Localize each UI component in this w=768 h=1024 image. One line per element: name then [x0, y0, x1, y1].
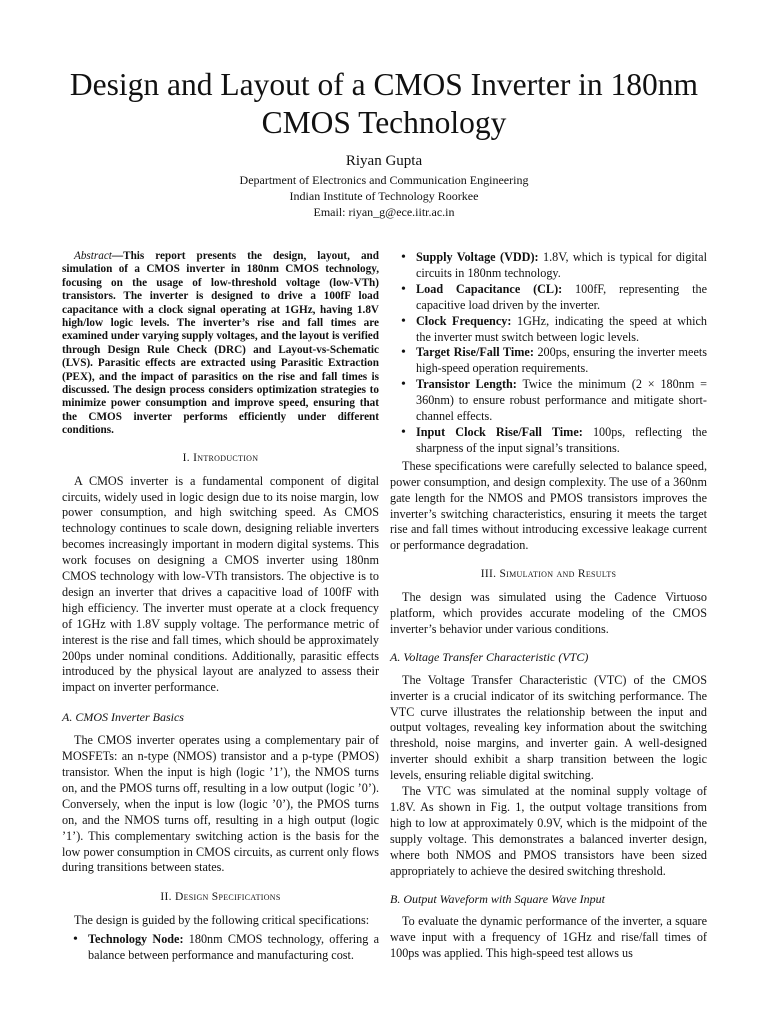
spec-term: Target Rise/Fall Time: [416, 345, 534, 360]
spec-item-target-rise-fall-time [390, 345, 707, 377]
spec-item-transistor-length [390, 377, 707, 425]
spec-item-technology-node [62, 932, 379, 964]
spec-desc: 1.8V, which is typical for digital circuits in 180nm technology. [416, 250, 707, 280]
abstract-label: Abstract [74, 250, 112, 262]
affiliation-institute: Indian Institute of Technology Roorkee [289, 189, 479, 203]
bullet-icon: • [401, 345, 406, 361]
bullet-icon: • [401, 250, 406, 265]
section-heading-design-specifications: II. Design Specifications [160, 891, 281, 904]
subsection-heading-vtc: A. Voltage Transfer Characteristic (VTC) [390, 649, 589, 664]
spec-term: Input Clock Rise/Fall Time: [416, 424, 583, 439]
spec-item-supply-voltage [390, 250, 707, 282]
bullet-icon: • [401, 281, 406, 297]
intro-paragraph: A CMOS inverter is a fundamental component of digital circuits, widely used in logic design due to its noise margin, low power consumption, and high switching speed. As CMOS technology continues to scale down, designing reliable inverters becomes increasingly important in modern digital systems. This work focuses on designing a CMOS inverter using 180nm CMOS technology with low-VTh transistors. The objective is to design an inverter that drives a capacitive load of 100fF with high efficiency. The inverter must operate at a clock frequency of 1GHz with 1.8V supply voltage. The performance metric of interest is the rise and fall times, which should be approximately 200ps under nominal conditions. Additionally, parasitic effects introduced by the physical layout are analyzed to assess their impact on inverter performance. [62, 473, 379, 695]
bullet-icon: • [401, 313, 406, 329]
abstract [62, 250, 379, 438]
spec-term: Transistor Length: [416, 377, 517, 392]
subsection-heading-output-waveform: B. Output Waveform with Square Wave Input [390, 891, 605, 906]
spec-desc: Twice the minimum (2 × 180nm = 360nm) to ensure robust performance and mitigate short-channel effects. [416, 377, 707, 424]
specs-intro-paragraph: The design is guided by the following critical specifications: [74, 913, 370, 928]
spec-term: Clock Frequency: [416, 313, 512, 328]
abstract-text: —This report presents the design, layout, and simulation of a CMOS inverter in 180nm CMOS technology, focusing on the usage of low-threshold voltage (low-VTh) transistors. The inverter is designed to drive a 100fF load capacitance with a clock signal operating at 1GHz, having 1.8V high/low logic levels. The inverter’s rise and fall times are examined under varying supply voltages, and the layout is verified through Design Rule Check (DRC) and Layout-vs-Schematic (LVS). Parasitic effects are extracted using Parasitic Extraction (PEX), and the impact of parasitics on the rise and fall times is discussed. The design process considers optimization strategies to minimize power consumption and improve speed, ensuring that the CMOS inverter performs efficiently under different conditions. [62, 250, 379, 437]
spec-desc: 200ps, ensuring the inverter meets high-speed operation requirements. [416, 345, 707, 376]
paper-title: Design and Layout of a CMOS Inverter in 180nm CMOS Technology [69, 67, 699, 140]
spec-item-clock-frequency [390, 314, 707, 346]
cmos-basics-paragraph: The CMOS inverter operates using a complementary pair of MOSFETs: an n-type (NMOS) transistor and a p-type (PMOS) transistor. When the input is high (logic ’1’), the NMOS turns on, and the PMOS turns off, resulting in a low output (logic ’0’). Conversely, when the input is low (logic ’0’), the PMOS turns on, and the NMOS turns off, resulting in a high output (logic ’1’). This complementary switching action is the basis for the low power consumption in CMOS circuits, as current only flows during transitions between states. [62, 733, 379, 875]
author-name: Riyan Gupta [345, 153, 423, 169]
specs-rationale-paragraph: These specifications were carefully selected to balance speed, power consumption, and design complexity. The use of a 360nm gate length for the NMOS and PMOS transistors improves the inverter’s switching characteristics, ensuring it meets the target rise and fall times without introducing excessive leakage current or performance degradation. [390, 458, 707, 553]
bullet-icon: • [73, 932, 78, 948]
spec-desc: 100ps, reflecting the sharpness of the input signal’s transitions. [416, 424, 707, 455]
spec-list-right [390, 250, 707, 457]
left-column [62, 250, 379, 964]
section-heading-introduction: I. Introduction [182, 451, 259, 464]
spec-desc: 180nm CMOS technology, offering a balance between performance and manufacturing cost. [88, 932, 379, 963]
spec-term: Technology Node: [88, 932, 184, 947]
spec-item-load-capacitance [390, 282, 707, 314]
vtc-paragraph-2: The VTC was simulated at the nominal supply voltage of 1.8V. As shown in Fig. 1, the output voltage transitions from high to low at approximately 0.9V, which is the midpoint of the supply voltage. This demonstrates a balanced inverter design, where both NMOS and PMOS transistors have been sized appropriately to achieve the desired switching threshold. [390, 784, 707, 878]
vtc-paragraph-1: The Voltage Transfer Characteristic (VTC) of the CMOS inverter is a crucial indicator of its switching performance. The VTC curve illustrates the relationship between the input and output voltages, revealing key information about the switching threshold, noise margins, and inverter gain. A well-designed inverter should exhibit a sharp transition between the logic levels, ensuring reliable digital switching. [390, 672, 707, 783]
simulation-intro-paragraph: The design was simulated using the Cadence Virtuoso platform, which provides accurate modeling of the CMOS inverter’s behavior under various conditions. [390, 590, 707, 636]
spec-desc: 1GHz, indicating the speed at which the inverter must switch between logic levels. [416, 313, 707, 344]
spec-item-input-clock-rise-fall-time [390, 425, 707, 457]
author-affiliation [0, 172, 768, 220]
spec-term: Load Capacitance (CL): [416, 281, 563, 296]
spec-desc: 100fF, representing the capacitive load driven by the inverter. [416, 281, 708, 312]
right-column [390, 250, 707, 962]
section-heading-simulation-results: III. Simulation and Results [480, 568, 617, 581]
spec-term: Supply Voltage (VDD): [416, 250, 539, 264]
affiliation-email: Email: riyan_g@ece.iitr.ac.in [313, 205, 455, 219]
output-waveform-paragraph: To evaluate the dynamic performance of the inverter, a square wave input with a frequency of 1GHz and rise/fall times of 100ps was applied. This high-speed test allows us [390, 914, 707, 961]
bullet-icon: • [401, 424, 406, 440]
bullet-icon: • [401, 377, 406, 393]
subsection-heading-cmos-inverter-basics: A. CMOS Inverter Basics [62, 710, 184, 725]
affiliation-department: Department of Electronics and Communication Engineering [239, 173, 529, 187]
spec-list-left [62, 932, 379, 964]
